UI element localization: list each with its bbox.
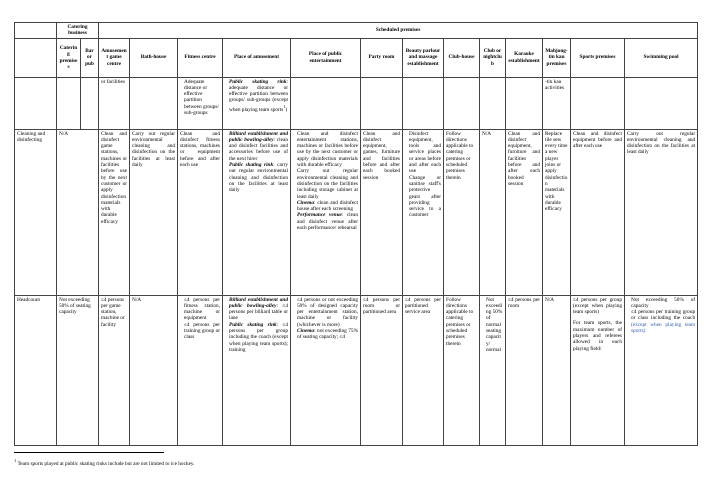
col-club-house: Club-house — [444, 38, 480, 77]
col-fitness-centre: Fitness centre — [178, 38, 223, 77]
clean-bath-house: Carry out regular environmental cleaning and disinfection on the facilities at least daily — [130, 129, 178, 295]
col-bath-house: Bath-house — [130, 38, 178, 77]
cont-amusement: or facilities — [99, 77, 130, 129]
head-amusement: ≤4 persons per game station, machine or facility — [99, 295, 130, 445]
head-sports-premises: ≤4 persons per group (except when playing team sports) For team sports, the maximum number of players and referees allowed in each playing field/ — [571, 295, 625, 445]
clean-mahjong: Replace tile sets every time a new player joins or apply disinfection materials with durable efficacy — [543, 129, 571, 295]
header-catering-business: Catering business — [57, 23, 99, 39]
clean-fitness: Clean and disinfect fitness stations, machines or equipment before and after each use — [178, 129, 223, 295]
head-fitness: • ≤4 persons per fitness station, machine or equipment • ≤4 persons per training group or class — [178, 295, 223, 445]
header-scheduled-premises: Scheduled premises — [99, 23, 698, 39]
col-mahjong: Mahjong-tin kau premises — [543, 38, 571, 77]
table-row-headcount — [15, 295, 698, 445]
clean-beauty-parlour: • Disinfect equipment, tools and service places or areas before and after each use • Change or sanitise staff's protective gears after providing service to a customer — [403, 129, 444, 295]
head-swimming-pool: • Not exceeding 50% of capacity • ≤4 persons per training group or class including the coach (except when playing team sports) — [625, 295, 698, 445]
table-row-continued — [15, 77, 698, 129]
head-mahjong: N/A — [543, 295, 571, 445]
clean-place-of-amusement: • Billiard establishment and public bowling-alley: clean and disinfect facilities and accessories before use of the next hirer • Public skating rink: carry out regular environmental cleaning and disinfection on the facilities at least daily — [223, 129, 291, 295]
col-catering-premises: Catering premises — [57, 38, 81, 77]
header-blank-2 — [15, 38, 57, 77]
col-beauty-parlour: Beauty parlour and massage establishment — [403, 38, 444, 77]
head-place-of-amusement: • Billiard establishment and public bowling-alley: ≤4 persons per billiard table or lane • Public skating rink: ≤4 persons per group including the coach (except when playing team sports); training — [223, 295, 291, 445]
footnote: $^1$ Team sports played at public skating rinks include but are not limited to ice hockey. — [14, 458, 195, 467]
head-club-house: Follow directions applicable to catering premises or scheduled premises therein — [444, 295, 480, 445]
head-public-entertainment: • ≤4 persons or not exceeding 50% of designed capacity per entertainment station, machine or facility (whichever is more) • Cinema: not exceeding 75% of seating capacity; ≤4 — [291, 295, 361, 445]
head-bath-house: N/A — [130, 295, 178, 445]
clean-nightclub: N/A — [480, 129, 506, 295]
head-catering: Not exceeding 50% of seating capacity — [57, 295, 99, 445]
cont-fitness: • Adequate distance or effective partition between groups/ sub-groups — [178, 77, 223, 129]
col-bar-or-pub: Bar or pub — [81, 38, 99, 77]
row-label-headcount: Headcount — [15, 295, 57, 445]
clean-amusement: Clean and disinfect game stations, machines or facilities before use by the next customer or apply disinfection materials with durable efficacy — [99, 129, 130, 295]
clean-catering: N/A — [57, 129, 99, 295]
header-blank — [15, 23, 57, 39]
head-beauty-parlour: ≤4 persons per partitioned service area — [403, 295, 444, 445]
cont-mahjong: -tin kau activities — [543, 77, 571, 129]
col-amusement-game-centre: Amusement game centre — [99, 38, 130, 77]
clean-party-room: Clean and disinfect equipment, games, furniture and facilities before and after each booked session — [361, 129, 403, 295]
cont-place-of-amusement: • Public skating rink: adequate distance or effective partition between groups/ sub-groups (except when playing team sports$^1$) — [223, 77, 291, 129]
col-place-of-public-entertainment: Place of public entertainment — [291, 38, 361, 77]
head-party-room: ≤4 persons per room or partitioned area — [361, 295, 403, 445]
footnote-divider — [14, 452, 164, 453]
head-karaoke: ≤4 persons per room — [506, 295, 543, 445]
col-swimming-pool: Swimming pool — [625, 38, 698, 77]
header-row-groups — [15, 23, 698, 39]
col-sports-premises: Sports premises — [571, 38, 625, 77]
col-place-of-amusement: Place of amusement — [223, 38, 291, 77]
col-karaoke: Karaoke establishment — [506, 38, 543, 77]
clean-club-house: Follow directions applicable to catering premises or scheduled premises therein — [444, 129, 480, 295]
head-nightclub: • Not exceeding 50% of normal seating capacity/ normal — [480, 295, 506, 445]
table-row-cleaning — [15, 129, 698, 295]
col-party-room: Party room — [361, 38, 403, 77]
clean-karaoke: Clean and disinfect equipment, furniture and facilities before and after each booked session — [506, 129, 543, 295]
row-label-cleaning: Cleaning and disinfecting — [15, 129, 57, 295]
clean-public-entertainment: • Clean and disinfect entertainment stations, machines or facilities before use by the next customer or apply disinfection materials with durable efficacy • Carry out regular environmental cleaning and disinfection on the facilities including storage cabinet at least daily • Cinema: clean and disinfect house after each screening • Performance venue: clean and disinfect venue after each performance/ rehearsal — [291, 129, 361, 295]
clean-swimming-pool: Carry out regular environmental cleaning and disinfection on the facilities at least daily — [625, 129, 698, 295]
scheduled-premises-table — [14, 22, 698, 446]
col-club-or-nightclub: Club or nightclub — [480, 38, 506, 77]
clean-sports-premises: Clean and disinfect equipment before and after each use — [571, 129, 625, 295]
header-row-columns — [15, 38, 698, 77]
